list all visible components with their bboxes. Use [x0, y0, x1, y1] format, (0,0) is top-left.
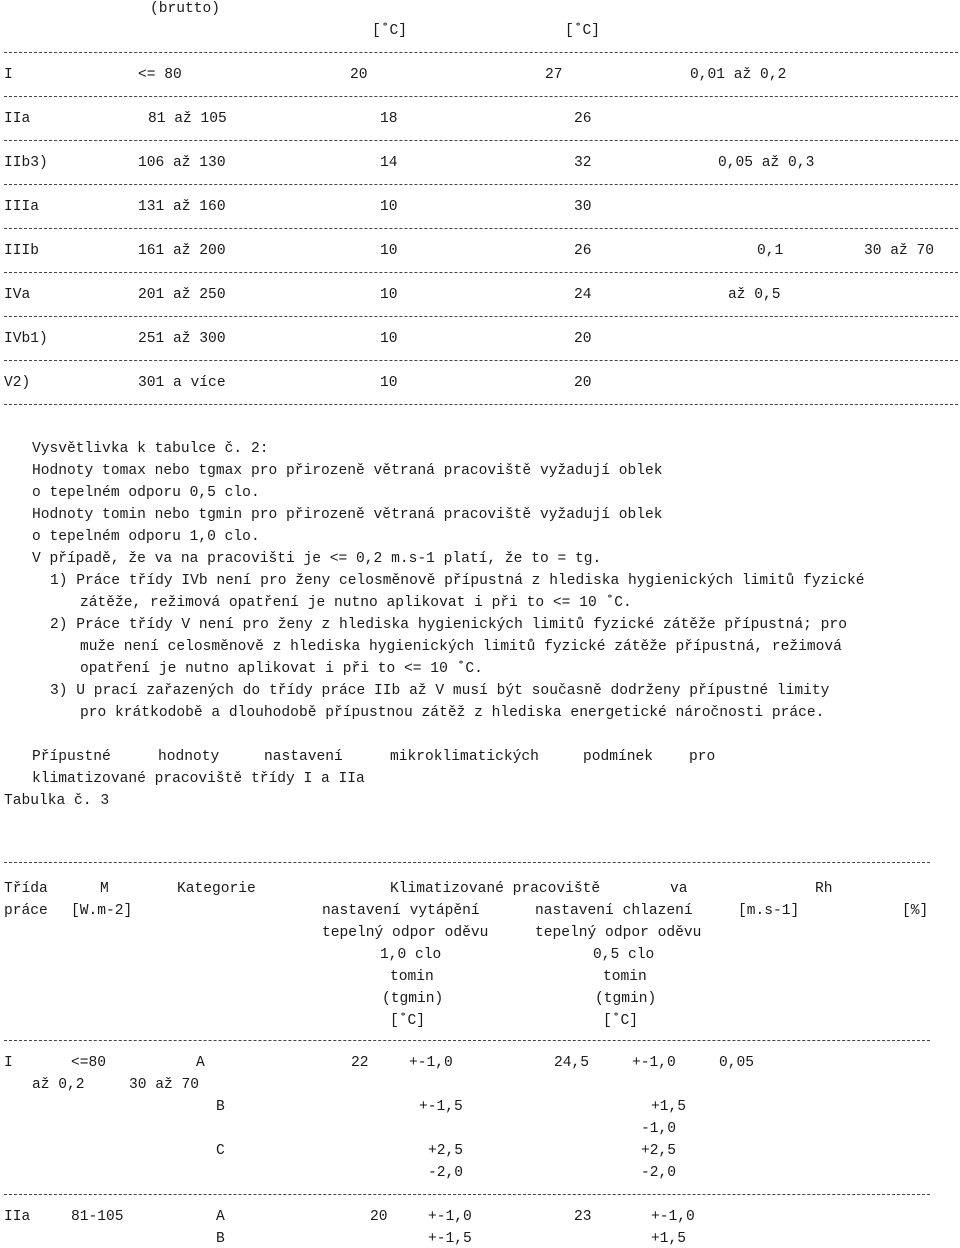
- divider: [4, 404, 958, 405]
- divider: [4, 1040, 930, 1041]
- class-cell: IVb1): [4, 331, 48, 347]
- metabolic-cell: 81 až 105: [148, 111, 227, 127]
- metabolic-cell: <=80: [71, 1055, 107, 1071]
- category-cell: A: [216, 1209, 225, 1225]
- footnote-1: 1) Práce třídy IVb není pro ženy celosměnově přípustná z hlediska hygienických limitů fyzické: [50, 573, 865, 589]
- table-label: Tabulka č. 3: [4, 793, 110, 809]
- heading-word: hodnoty: [158, 749, 220, 765]
- divider: [4, 96, 958, 97]
- col-trida: Třída: [4, 881, 48, 897]
- note-line: Hodnoty tomax nebo tgmax pro přirozeně větraná pracoviště vyžadují oblek: [32, 463, 663, 479]
- col-m: M: [100, 881, 109, 897]
- class-cell: IIa: [4, 111, 31, 127]
- heating-tol-cell: -2,0: [428, 1165, 464, 1181]
- col-clo-1: 1,0 clo: [380, 947, 442, 963]
- divider: [4, 316, 958, 317]
- heating-cell: 20: [370, 1209, 388, 1225]
- metabolic-cell: 106 až 130: [138, 155, 226, 171]
- divider: [4, 228, 958, 229]
- col-va-unit: [m.s-1]: [738, 903, 800, 919]
- note-line: Hodnoty tomin nebo tgmin pro přirozeně větraná pracoviště vyžadují oblek: [32, 507, 663, 523]
- notes-title: Vysvětlivka k tabulce č. 2:: [32, 441, 269, 457]
- col-unit-2: [˚C]: [603, 1013, 639, 1029]
- heating-tol-cell: +-1,0: [428, 1209, 472, 1225]
- heading-word: Přípustné: [32, 749, 111, 765]
- heading-line-2: klimatizované pracoviště třídy I a IIa: [32, 771, 365, 787]
- footnote-3: 3) U prací zařazených do třídy práce IIb až V musí být současně dodrženy přípustné limity: [50, 683, 830, 699]
- divider: [4, 1194, 930, 1195]
- metabolic-cell: 301 a více: [138, 375, 226, 391]
- footnote-2-cont: muže není celosměnově z hlediska hygienických limitů fyzické zátěže přípustná, režimová: [80, 639, 842, 655]
- col-va: va: [670, 881, 688, 897]
- metabolic-cell: 161 až 200: [138, 243, 226, 259]
- heading-word: pro: [689, 749, 716, 765]
- col-m-unit: [W.m-2]: [71, 903, 133, 919]
- tmax-cell: 27: [545, 67, 563, 83]
- heating-tol-cell: +-1,5: [428, 1231, 472, 1247]
- col-clo-2: 0,5 clo: [593, 947, 655, 963]
- col-vytapeni: nastavení vytápění: [322, 903, 480, 919]
- heading-word: nastavení: [264, 749, 343, 765]
- category-cell: A: [196, 1055, 205, 1071]
- metabolic-cell: <= 80: [138, 67, 182, 83]
- heating-tol-cell: +2,5: [428, 1143, 464, 1159]
- cooling-cell: 23: [574, 1209, 592, 1225]
- col-kategorie: Kategorie: [177, 881, 256, 897]
- note-line: V případě, že va na pracovišti je <= 0,2 m.s-1 platí, že to = tg.: [32, 551, 602, 567]
- metabolic-cell: 201 až 250: [138, 287, 226, 303]
- va-cell: 0,05: [719, 1055, 755, 1071]
- cooling-tol-cell: +1,5: [651, 1099, 687, 1115]
- divider: [4, 140, 958, 141]
- tmin-cell: 18: [380, 111, 398, 127]
- tmin-cell: 10: [380, 199, 398, 215]
- cooling-tol-cell: +2,5: [641, 1143, 677, 1159]
- metabolic-cell: 251 až 300: [138, 331, 226, 347]
- unit-tmin: [˚C]: [372, 23, 408, 39]
- metabolic-cell: 81-105: [71, 1209, 124, 1225]
- cooling-cell: 24,5: [554, 1055, 590, 1071]
- tmax-cell: 20: [574, 375, 592, 391]
- col-tgmin-2: (tgmin): [595, 991, 657, 1007]
- tmax-cell: 30: [574, 199, 592, 215]
- col-unit-1: [˚C]: [390, 1013, 426, 1029]
- col-tomin-2: tomin: [603, 969, 647, 985]
- divider: [4, 360, 958, 361]
- cooling-tol-cell: -2,0: [641, 1165, 677, 1181]
- col-rh: Rh: [815, 881, 833, 897]
- va-cell: až 0,5: [728, 287, 781, 303]
- class-cell: IIb3): [4, 155, 48, 171]
- va-cell: 0,1: [757, 243, 784, 259]
- tmax-cell: 24: [574, 287, 592, 303]
- rh-cell: 30 až 70: [864, 243, 935, 259]
- class-cell: I: [4, 1055, 13, 1071]
- divider: [4, 272, 958, 273]
- category-cell: C: [216, 1143, 225, 1159]
- footnote-2-cont: opatření je nutno aplikovat i při to <= 10 ˚C.: [80, 661, 483, 677]
- va-cell: 0,05 až 0,3: [718, 155, 815, 171]
- divider: [4, 862, 930, 863]
- class-cell: IIIa: [4, 199, 40, 215]
- col-prace: práce: [4, 903, 48, 919]
- heating-tol-cell: +-1,0: [409, 1055, 453, 1071]
- tmax-cell: 26: [574, 243, 592, 259]
- brutto-label: (brutto): [150, 1, 221, 17]
- footnote-3-cont: pro krátkodobě a dlouhodobě přípustnou zátěž z hlediska energetické náročnosti práce.: [80, 705, 825, 721]
- tmin-cell: 10: [380, 331, 398, 347]
- col-tomin-1: tomin: [390, 969, 434, 985]
- heading-word: mikroklimatických: [390, 749, 539, 765]
- category-cell: B: [216, 1231, 225, 1247]
- rh-cell: 30 až 70: [129, 1077, 200, 1093]
- tmin-cell: 14: [380, 155, 398, 171]
- category-cell: B: [216, 1099, 225, 1115]
- cooling-tol-cell: -1,0: [641, 1121, 677, 1137]
- col-rh-unit: [%]: [902, 903, 929, 919]
- tmax-cell: 32: [574, 155, 592, 171]
- col-tgmin-1: (tgmin): [382, 991, 444, 1007]
- col-chlazeni: nastavení chlazení: [535, 903, 693, 919]
- tmin-cell: 20: [350, 67, 368, 83]
- heating-tol-cell: +-1,5: [419, 1099, 463, 1115]
- class-cell: IVa: [4, 287, 31, 303]
- class-cell: I: [4, 67, 13, 83]
- tmax-cell: 20: [574, 331, 592, 347]
- metabolic-cell: 131 až 160: [138, 199, 226, 215]
- class-cell: IIa: [4, 1209, 31, 1225]
- unit-tmax: [˚C]: [565, 23, 601, 39]
- footnote-1-cont: zátěže, režimová opatření je nutno aplikovat i při to <= 10 ˚C.: [80, 595, 632, 611]
- cooling-tol-cell: +1,5: [651, 1231, 687, 1247]
- heating-cell: 22: [351, 1055, 369, 1071]
- col-odpor-1: tepelný odpor oděvu: [322, 925, 489, 941]
- cooling-tol-cell: +-1,0: [651, 1209, 695, 1225]
- footnote-2: 2) Práce třídy V není pro ženy z hlediska hygienických limitů fyzické zátěže přípustná; pro: [50, 617, 847, 633]
- tmin-cell: 10: [380, 287, 398, 303]
- divider: [4, 184, 958, 185]
- note-line: o tepelném odporu 0,5 clo.: [32, 485, 260, 501]
- class-cell: IIIb: [4, 243, 40, 259]
- heading-word: podmínek: [583, 749, 654, 765]
- divider: [4, 52, 958, 53]
- tmin-cell: 10: [380, 375, 398, 391]
- col-klimatizovane: Klimatizované pracoviště: [390, 881, 601, 897]
- note-line: o tepelném odporu 1,0 clo.: [32, 529, 260, 545]
- tmax-cell: 26: [574, 111, 592, 127]
- va-cell: 0,01 až 0,2: [690, 67, 787, 83]
- class-cell: V2): [4, 375, 31, 391]
- tmin-cell: 10: [380, 243, 398, 259]
- col-odpor-2: tepelný odpor oděvu: [535, 925, 702, 941]
- va-cell-cont: až 0,2: [32, 1077, 85, 1093]
- cooling-tol-cell: +-1,0: [632, 1055, 676, 1071]
